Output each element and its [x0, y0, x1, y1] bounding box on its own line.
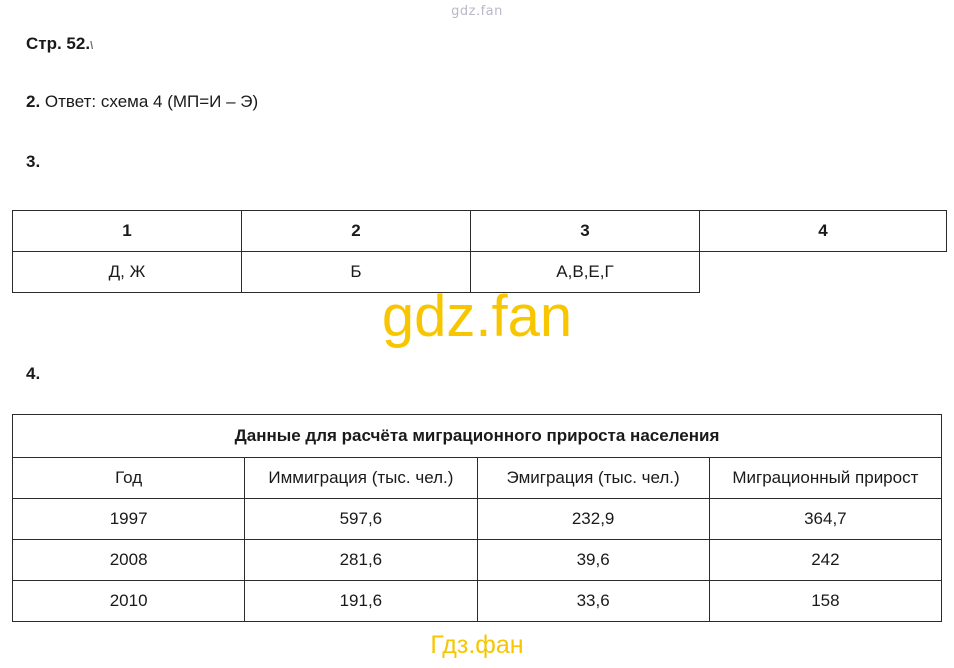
- table3-cell-3: А,В,Е,Г: [471, 252, 700, 293]
- table4-cell-immigration: 191,6: [245, 581, 477, 622]
- table4-title: Данные для расчёта миграционного прироста населения: [13, 415, 942, 458]
- table4-header-immigration: Иммиграция (тыс. чел.): [245, 458, 477, 499]
- table4-header-growth: Миграционный прирост: [709, 458, 941, 499]
- table3-header-4: 4: [700, 211, 947, 252]
- table3-cell-4: [700, 252, 947, 293]
- table4-header-year: Год: [13, 458, 245, 499]
- table4-cell-immigration: 281,6: [245, 540, 477, 581]
- page-title-text: Стр. 52.: [26, 34, 91, 53]
- watermark-center: gdz.fan: [381, 284, 573, 349]
- table3-cell-1: Д, Ж: [13, 252, 242, 293]
- answers-table-3: [12, 210, 947, 293]
- item-3-number: 3.: [26, 152, 41, 171]
- table4-cell-emigration: 39,6: [477, 540, 709, 581]
- watermark-bottom: Гдз.фан: [430, 631, 524, 659]
- table4-cell-year: 1997: [13, 499, 245, 540]
- answer-item-2: [26, 92, 258, 112]
- migration-data-table: [12, 414, 942, 622]
- table3-header-1: 1: [13, 211, 242, 252]
- page-title: [26, 34, 93, 54]
- table4-cell-growth: 158: [709, 581, 941, 622]
- table-row: [13, 581, 942, 622]
- table3-header-3: 3: [471, 211, 700, 252]
- table4-cell-emigration: 232,9: [477, 499, 709, 540]
- page-title-tail: \: [90, 40, 94, 52]
- table4-header-emigration: Эмиграция (тыс. чел.): [477, 458, 709, 499]
- table4-cell-emigration: 33,6: [477, 581, 709, 622]
- table4-cell-growth: 242: [709, 540, 941, 581]
- table-row-title: [13, 415, 942, 458]
- item-2-number: 2.: [26, 92, 41, 111]
- table-row-header: [13, 211, 947, 252]
- table-row-header: [13, 458, 942, 499]
- table4-cell-year: 2008: [13, 540, 245, 581]
- item-4-number: 4.: [26, 364, 41, 383]
- item-2-text: Ответ: схема 4 (МП=И – Э): [40, 92, 259, 111]
- table3-cell-2: Б: [242, 252, 471, 293]
- table-row: [13, 499, 942, 540]
- table4-cell-year: 2010: [13, 581, 245, 622]
- table-row: [13, 540, 942, 581]
- table4-cell-immigration: 597,6: [245, 499, 477, 540]
- table3-header-2: 2: [242, 211, 471, 252]
- table4-cell-growth: 364,7: [709, 499, 941, 540]
- watermark-top: gdz.fan: [451, 4, 503, 19]
